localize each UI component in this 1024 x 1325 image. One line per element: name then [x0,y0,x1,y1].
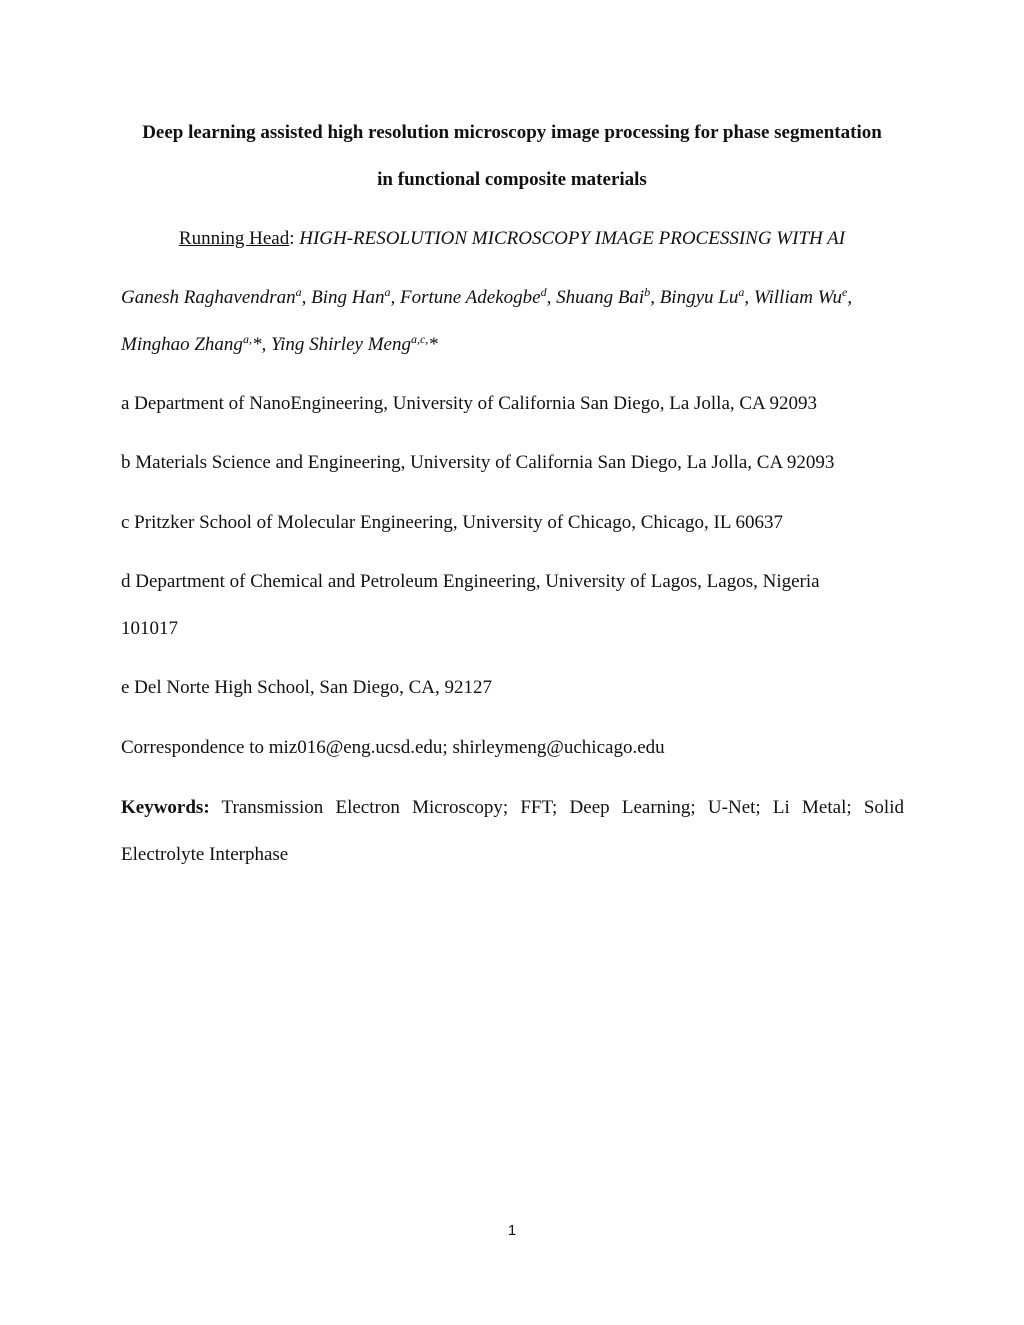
running-head [0,227,1024,251]
author-separator: , [301,287,312,308]
author-separator: , [744,287,754,308]
author-affiliation-mark: a [738,285,745,299]
author-name: Bing Han [311,287,385,308]
running-head-label: Running Head [178,228,290,249]
author-affiliation-mark: a, [242,332,252,346]
keywords-line-1 [121,796,904,820]
author-separator: * [428,334,438,355]
affiliation-d-line-2: 101017 [121,618,178,639]
author-affiliation-mark: a [295,285,302,299]
affiliation-a: a Department of NanoEngineering, University of California San Diego, La Jolla, CA 92093 [121,393,817,414]
correspondence: Correspondence to miz016@eng.ucsd.edu; shirleymeng@uchicago.edu [121,737,665,758]
author-separator: , [847,287,853,308]
keywords-text: Transmission Electron Microscopy; FFT; Deep Learning; U-Net; Li Metal; Solid [221,797,904,818]
keywords-line-2: Electrolyte Interphase [121,844,289,865]
author-separator: , [390,287,401,308]
running-head-text: HIGH-RESOLUTION MICROSCOPY IMAGE PROCESSING WITH AI [299,228,846,249]
author-separator: *, [251,334,271,355]
author-affiliation-mark: e [842,285,848,299]
author-separator: , [546,287,557,308]
author-name: Ying Shirley Meng [270,334,411,355]
author-affiliation-mark: b [644,285,651,299]
affiliation-c: c Pritzker School of Molecular Engineering, University of Chicago, Chicago, IL 60637 [121,512,784,533]
author-separator: , [650,287,660,308]
affiliation-b: b Materials Science and Engineering, University of California San Diego, La Jolla, CA 92093 [121,452,835,473]
affiliation-d-line-1: d Department of Chemical and Petroleum Engineering, University of Lagos, Lagos, Nigeria [121,571,820,592]
affiliation-e: e Del Norte High School, San Diego, CA, 92127 [121,677,492,698]
authors-line-1 [121,286,852,310]
authors-line-2 [121,333,438,357]
author-affiliation-mark: a [384,285,391,299]
author-name: Minghao Zhang [121,334,243,355]
running-head-separator: : [289,228,300,249]
author-affiliation-mark: d [540,285,547,299]
author-name: Ganesh Raghavendran [121,287,296,308]
author-name: Shuang Bai [556,287,645,308]
author-name: Bingyu Lu [659,287,739,308]
author-name: William Wu [753,287,842,308]
page-number: 1 [507,1222,517,1239]
keywords-label: Keywords: [121,797,210,818]
author-name: Fortune Adekogbe [400,287,541,308]
author-affiliation-mark: a,c, [410,332,429,346]
title-line-1: Deep learning assisted high resolution microscopy image processing for phase segmentation [142,122,882,143]
title-line-2: in functional composite materials [377,169,647,190]
